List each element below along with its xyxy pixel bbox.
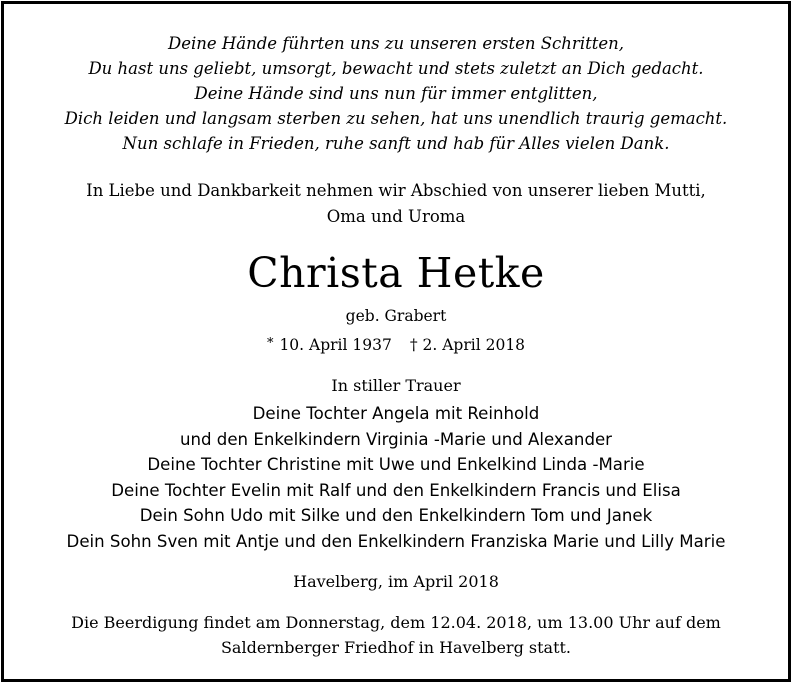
funeral-line: Die Beerdigung findet am Donnerstag, dem 12.04. 2018, um 13.00 Uhr auf dem <box>71 613 721 632</box>
birth-symbol: * <box>266 336 274 351</box>
maiden-name: geb. Grabert <box>345 307 447 325</box>
funeral-line: Saldernberger Friedhof in Havelberg statt. <box>220 638 572 657</box>
birth-date: 10. April 1937 <box>279 336 392 354</box>
intro-line: In Liebe und Dankbarkeit nehmen wir Abschied von unserer lieben Mutti, <box>86 181 706 200</box>
mourner-line: Deine Tochter Evelin mit Ralf und den Enkelkindern Francis und Elisa <box>111 480 681 500</box>
poem-line: Du hast uns geliebt, umsorgt, bewacht und stets zuletzt an Dich gedacht. <box>88 59 704 78</box>
mourner-line: Dein Sohn Udo mit Silke und den Enkelkindern Tom und Janek <box>139 506 653 525</box>
place-date: Havelberg, im April 2018 <box>293 572 499 591</box>
obituary-frame <box>1 1 791 682</box>
mourning-heading: In stiller Trauer <box>331 376 461 395</box>
poem-line: Dich leiden und langsam sterben zu sehen, hat uns unendlich traurig gemacht. <box>64 109 728 128</box>
mourner-line: Deine Tochter Angela mit Reinhold <box>252 404 540 423</box>
life-dates <box>4 331 788 358</box>
intro-line: Oma und Uroma <box>326 207 466 226</box>
funeral-notice <box>4 610 788 660</box>
mourner-line: und den Enkelkindern Virginia -Marie und Alexander <box>179 429 613 449</box>
death-symbol: † <box>409 336 418 354</box>
intro-text <box>4 178 788 230</box>
death-date: 2. April 2018 <box>422 336 526 354</box>
deceased-name: Christa Hetke <box>247 249 545 297</box>
poem-line: Nun schlafe in Frieden, ruhe sanft und hab für Alles vielen Dank. <box>122 134 670 153</box>
mourner-line: Dein Sohn Sven mit Antje und den Enkelkindern Franziska Marie und Lilly Marie <box>66 531 726 551</box>
poem-line: Deine Hände sind uns nun für immer entglitten, <box>194 84 598 103</box>
poem <box>4 31 788 156</box>
poem-line: Deine Hände führten uns zu unseren ersten Schritten, <box>167 34 624 53</box>
mourners-list <box>4 401 788 554</box>
mourner-line: Deine Tochter Christine mit Uwe und Enkelkind Linda -Marie <box>147 455 645 474</box>
